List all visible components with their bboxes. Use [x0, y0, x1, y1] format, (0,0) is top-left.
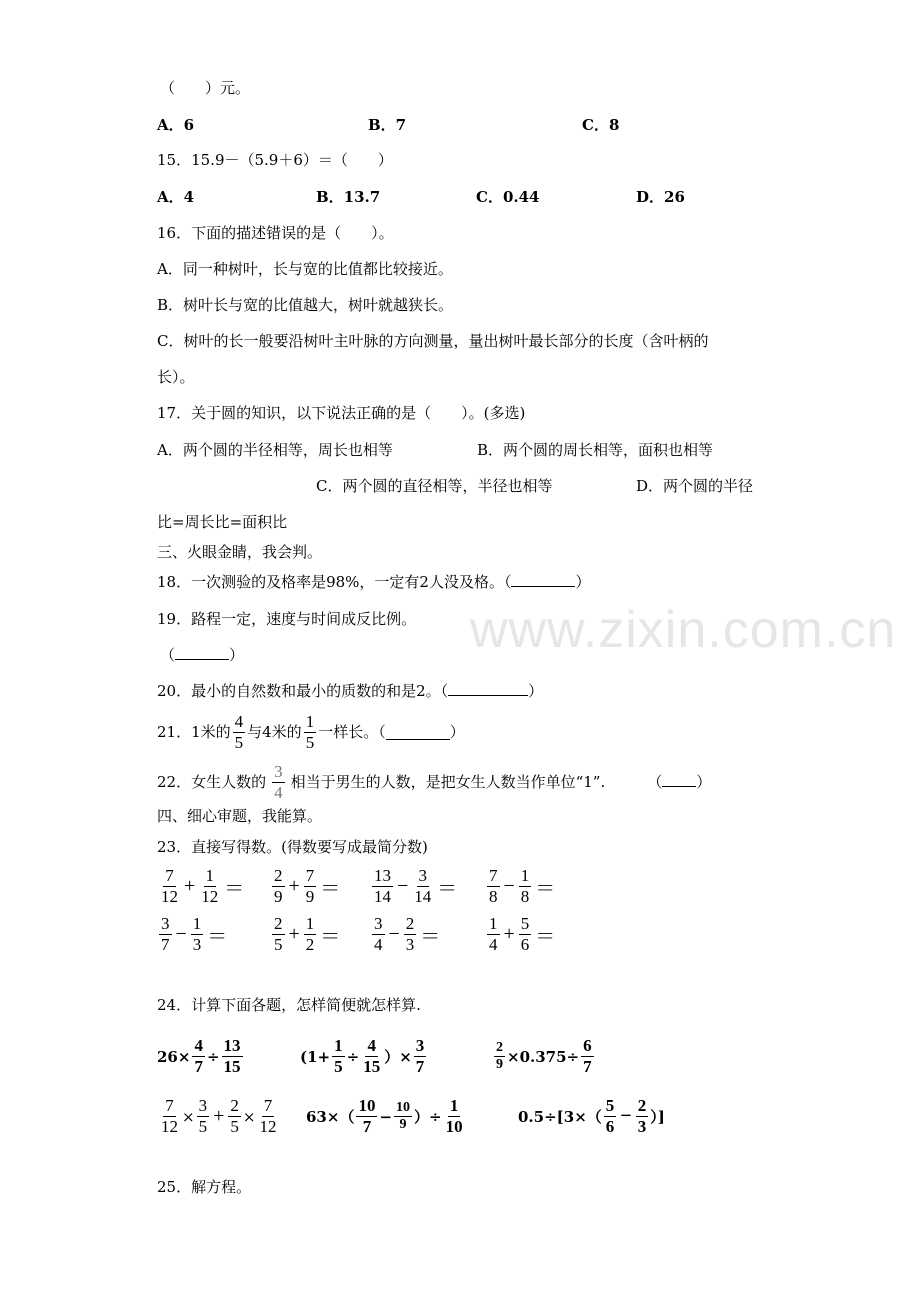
q23-operator: ＝ — [207, 926, 228, 948]
q23-fraction: $\frac{2}{9}$ — [274, 866, 283, 906]
q23-fraction: $\frac{7}{12}$ — [161, 866, 178, 906]
q15-stem: 15．15.9－（5.9＋6）＝（ ） — [157, 151, 393, 169]
q21-fraction-2: $\frac{1}{5}$ — [305, 711, 315, 752]
q23-fraction: $\frac{13}{14}$ — [374, 866, 391, 906]
q23-operator: − — [397, 875, 409, 897]
q23-item — [157, 914, 229, 955]
q21-answer-blank[interactable] — [386, 725, 450, 740]
q23-operator: ＝ — [535, 926, 556, 948]
q23-fraction: $\frac{1}{8}$ — [520, 866, 530, 906]
q23-operator: − — [175, 923, 187, 945]
q23-operator: ＝ — [420, 926, 441, 948]
q24-stem: 24．计算下面各题，怎样简便就怎样算. — [157, 996, 421, 1014]
q15-option-c: C．0.44 — [476, 188, 540, 206]
q17-option-d-line2: 比=周长比=面积比 — [157, 513, 288, 531]
q22-suffix: 相当于男生的人数，是把女生人数当作单位“1”. — [290, 773, 606, 791]
q19-answer-blank[interactable] — [175, 645, 229, 660]
q23-fraction: $\frac{3}{14}$ — [414, 866, 432, 906]
q22: 22．女生人数的 $\frac{3}{4}$ 相当于男生的人数，是把女生人数当作单位“1”. （ ） — [157, 761, 712, 802]
q23-operator: + — [288, 923, 300, 945]
q18: 18．一次测验的及格率是98%，一定有2人没及格。（ ） — [157, 573, 591, 591]
q23-fraction: $\frac{2}{3}$ — [405, 914, 415, 954]
q24-expression-5: 63×（ $\frac{10}{7}$ − $\frac{10}{9}$ ）÷ $\frac{1}{10}$ — [306, 1096, 463, 1136]
q21-fraction-1: $\frac{4}{5}$ — [234, 711, 244, 752]
q19-answer: （ ） — [160, 646, 245, 664]
q20-answer-blank[interactable] — [448, 681, 528, 696]
q23-fraction: $\frac{2}{5}$ — [274, 914, 283, 954]
q23-operator: ＝ — [320, 878, 341, 900]
q18-answer-blank[interactable] — [511, 572, 575, 587]
q23-operator: ＝ — [535, 878, 556, 900]
q14-option-a: A．6 — [157, 116, 195, 134]
q21-prefix: 21．1米的 — [157, 723, 231, 741]
q23-fraction: $\frac{3}{7}$ — [161, 914, 170, 954]
q20: 20．最小的自然数和最小的质数的和是2。（ ） — [157, 682, 544, 700]
q22-prefix: 22．女生人数的 — [157, 773, 267, 791]
watermark: www.zixin.com.cn — [470, 601, 897, 659]
q23-operator: − — [388, 923, 400, 945]
q23-operator: ＝ — [320, 926, 341, 948]
q14-option-b: B．7 — [368, 116, 407, 134]
q21-middle: 与4米的 — [247, 723, 302, 741]
q18-text: 18．一次测验的及格率是98%，一定有2人没及格。（ — [157, 573, 512, 591]
q23-operator: + — [184, 875, 196, 897]
q19-text: 19．路程一定，速度与时间成反比例。 — [157, 610, 417, 628]
q15-option-a: A．4 — [157, 188, 195, 206]
q22-answer-blank[interactable] — [662, 772, 696, 787]
q23-operator: ＝ — [437, 878, 458, 900]
q17-option-b: B．两个圆的周长相等，面积也相等 — [477, 441, 714, 459]
q23-item — [370, 866, 459, 907]
q14-tail: （ ）元。 — [160, 79, 251, 97]
section-3-heading: 三、火眼金睛，我会判。 — [157, 543, 323, 561]
q23-fraction: $\frac{1}{2}$ — [305, 914, 315, 954]
q16-option-c-line2: 长）。 — [157, 368, 195, 386]
q16-option-b: B．树叶长与宽的比值越大，树叶就越狭长。 — [157, 296, 454, 314]
q17-stem: 17．关于圆的知识，以下说法正确的是（ ）。(多选) — [157, 404, 526, 422]
q24-expression-3: $\frac{2}{9}$ ×0.375÷ $\frac{6}{7}$ — [496, 1036, 592, 1076]
q22-fraction: $\frac{3}{4}$ — [274, 761, 283, 802]
q23-item — [270, 914, 342, 955]
q17-option-d-line1: D．两个圆的半径 — [636, 477, 754, 495]
q25-stem: 25．解方程。 — [157, 1178, 252, 1196]
q24-expression-1: 26× $\frac{4}{7}$ ÷ $\frac{13}{15}$ — [157, 1036, 241, 1076]
q16-stem: 16．下面的描述错误的是（ ）。 — [157, 224, 394, 242]
q23-stem: 23．直接写得数。(得数要写成最简分数) — [157, 838, 428, 856]
q23-operator: + — [288, 875, 300, 897]
q23-item — [370, 914, 442, 955]
q17-option-c: C．两个圆的直径相等，半径也相等 — [316, 477, 553, 495]
q23-item — [270, 866, 342, 907]
q16-option-a: A．同一种树叶，长与宽的比值都比较接近。 — [157, 260, 453, 278]
q17-option-a: A．两个圆的半径相等，周长也相等 — [157, 441, 393, 459]
q15-option-d: D．26 — [636, 188, 685, 206]
q20-text: 20．最小的自然数和最小的质数的和是2。（ — [157, 682, 449, 700]
q23-item — [485, 914, 557, 955]
q21-suffix: 一样长。（ — [318, 723, 386, 741]
q23-fraction: $\frac{1}{3}$ — [192, 914, 202, 954]
q15-option-b: B．13.7 — [316, 188, 381, 206]
q23-fraction: $\frac{7}{8}$ — [489, 866, 498, 906]
q24-expression-6: 0.5÷[3×（ $\frac{5}{6}$ − $\frac{2}{3}$ ）] — [518, 1096, 665, 1136]
q23-operator: + — [503, 923, 515, 945]
q23-fraction: $\frac{3}{4}$ — [374, 914, 383, 954]
q23-item — [485, 866, 557, 907]
q16-option-c-line1: C．树叶的长一般要沿树叶主叶脉的方向测量，量出树叶最长部分的长度（含叶柄的 — [157, 332, 709, 350]
q21: 21．1米的 $\frac{4}{5}$ 与4米的 $\frac{1}{5}$ 一样长。（ ） — [157, 711, 465, 752]
q23-fraction: $\frac{1}{12}$ — [201, 866, 219, 906]
section-4-heading: 四、细心审题，我能算。 — [157, 807, 323, 825]
q23-operator: − — [503, 875, 515, 897]
q23-fraction: $\frac{7}{9}$ — [305, 866, 315, 906]
q14-option-c: C．8 — [582, 116, 620, 134]
q24-expression-2: (1+ $\frac{1}{5}$ ÷ $\frac{4}{15}$ ）× $\frac{3}{7}$ — [300, 1036, 425, 1076]
q23-item — [157, 866, 246, 907]
q23-operator: ＝ — [224, 878, 245, 900]
q23-fraction: $\frac{1}{4}$ — [489, 914, 498, 954]
q23-fraction: $\frac{5}{6}$ — [520, 914, 530, 954]
q24-expression-4: $\frac{7}{12}$ × $\frac{3}{5}$ + $\frac{2}{5}$ × $\frac{7}{12}$ — [161, 1096, 277, 1136]
